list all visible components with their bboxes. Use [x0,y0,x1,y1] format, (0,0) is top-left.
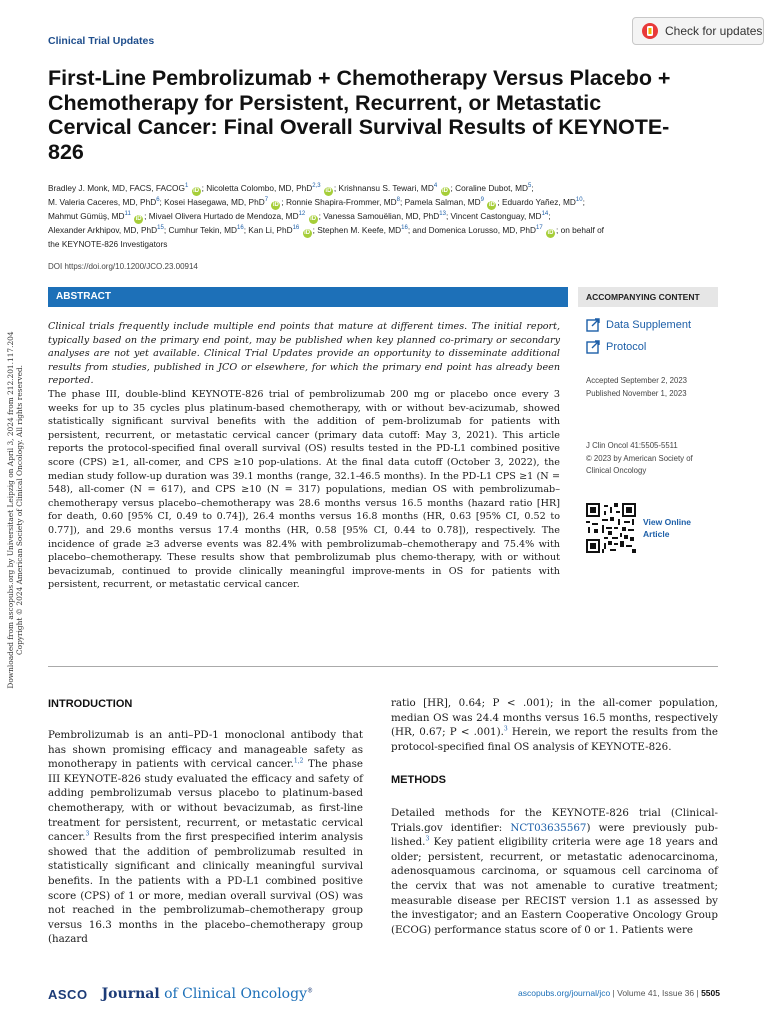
check-for-updates-label: Check for updates [665,24,763,38]
section-tag: Clinical Trial Updates [48,35,155,47]
author-list: Bradley J. Monk, MD, FACS, FACOG$^1$ iD ; Nicoletta Colombo, MD, PhD$^{2,3}$ iD ; Krishnansu S. Tewari, $MD^4$ iD ; Coraline Dubot, $MD^5$; M. Valeria Caceres, MD, PhD$^6$; Kosei Hasegawa, MD, PhD$^7$ iD ; Ronnie Shapira-Frommer, $MD^8$; Pamela Salman, $MD^9$ iD ; Eduardo Yañez, MD$^{10}$; Mahmut Gümüş, MD$^{11}$ iD ; Mivael Olivera Hurtado de Mendoza, MD$^{12}$ iD ; Vanessa Samouëlian, MD, PhD$^{13}$; Vincent Castonguay, MD$^{14}$; Alexander Arkhipov, MD, PhD$^{15}$; Cumhur Tekin, MD$^{16}$; Kan Li, PhD$^{16}$ iD ; Stephen M. Keefe, MD$^{16}$; and Domenica Lorusso, MD, PhD$^{17}$ iD ; on behalf of the KEYNOTE-826 Investigators [48,183,604,249]
external-link-icon [586,318,600,332]
accompanying-links [586,318,716,362]
citation-info [586,440,716,478]
side-note-line2: Copyright © 2024 American Society of Clinical Oncology. All rights reserved. [15,364,24,656]
side-note-line1: Downloaded from ascopubs.org by Universitaet Leipzig on April 3, 2024 from 212.201.117.204 [6,331,15,689]
check-for-updates-button[interactable] [632,17,764,45]
orcid-icon[interactable]: iD [310,216,317,222]
asco-logo: ASCO [48,986,88,1002]
right-column-text: ratio [HR], 0.64; P < .001); in the all-comer population, median OS was 24.4 months versus 16.5 months, respectively (HR, 0.67; P < .001).$^3$ Herein, we report the results from the protocol-specified final OS analysis of KEYNOTE-826. [391,697,718,753]
check-updates-icon [641,22,659,40]
accompanying-content-heading: ACCOMPANYING CONTENT [578,287,718,307]
footer-citation: ascopubs.org/journal/jco | Volume 41, Issue 36 | 5505 [518,988,720,998]
doi-link[interactable]: DOI https://doi.org/10.1200/JCO.23.00914 [48,262,198,271]
methods-heading: METHODS [391,774,446,786]
data-supplement-link[interactable]: Data Supplement [586,318,716,332]
abstract-intro: Clinical trials frequently include multiple end points that mature at different times. The initial report, typically based on the primary end point, may be published when key planned co-primary or secondary analyses are not yet available. Clinical Trial Updates provide an opportunity to disseminate additional results from studies, published in JCO or elsewhere, for which the primary end point has already been reported. [48,321,560,387]
orcid-icon[interactable]: iD [135,216,142,222]
side-download-note [2,300,28,720]
footer-branding [48,986,313,1002]
abstract-heading: ABSTRACT [48,287,568,307]
introduction-heading: INTRODUCTION [48,698,133,710]
view-online-article-link[interactable]: View Online Article [643,517,692,539]
orcid-icon[interactable]: iD [547,230,554,236]
methods-text: Detailed methods for the KEYNOTE-826 trial (Clinical-Trials.gov identifier: NCT03635567) were previously pub-lished.$^3$ Key patient eligibility criteria were age 18 years and older; persistent, recurrent, or metastatic adenocarcinoma, adenosquamous carcinoma, or squamous cell carcinoma of the cervix that was not amenable to curative treatment; measurable disease per RECIST version 1.1 as assessed by the investigator; and an Eastern Cooperative Oncology Group (ECOG) performance status score of 0 or 1. Patients were [391,807,719,936]
citation: J Clin Oncol 41:5505-5511 [586,441,678,450]
orcid-icon[interactable]: iD [304,230,311,236]
article-title: First-Line Pembrolizumab + Chemotherapy Versus Placebo + Chemotherapy for Persistent, Recurrent, or Metastatic Cervical Cancer: Final Overall Survival Results of KEYNOTE-826 [48,66,671,164]
accepted-date: Accepted September 2, 2023 [586,376,687,385]
introduction-text: Pembrolizumab is an anti–PD-1 monoclonal antibody that has shown promising efficacy and manageable safety as monotherapy in patients with cervical cancer.$^{1,2}$ The phase III KEYNOTE-826 study evaluated the efficacy and safety of adding pembrolizumab versus placebo to platinum-based chemotherapy, with or without bevacizumab, as first-line treatment for persistent, recurrent, or metastatic cervical cancer.$^3$ Results from the first prespecified interim analysis showed that the addition of pembrolizumab resulted in statistically significant and clinically meaningful survival benefits. In the patients with a PD-L1 combined positive score (CPS) of 1 or more, median overall survival (OS) was not reached in the pembrolizumab–chemotherapy group versus 16.3 months in the placebo–chemotherapy group (hazard [48,729,363,946]
orcid-icon[interactable]: iD [488,202,495,208]
qr-code-icon[interactable] [586,503,636,553]
orcid-icon[interactable]: iD [442,188,448,194]
orcid-icon[interactable]: iD [325,188,332,194]
journal-url-link[interactable]: ascopubs.org/journal/jco [518,988,611,998]
publication-dates [586,375,716,400]
journal-logo: Journal of Clinical Oncology® [101,986,313,1002]
page-number: 5505 [701,988,720,998]
abstract-text: The phase III, double-blind KEYNOTE-826 trial of pembrolizumab 200 mg or placebo once every 3 weeks for up to 35 cycles plus platinum-based chemotherapy, with or without bev-acizumab, showed statistically significant survival benefits with the addition of pem-brolizumab for patients with persistent, recurrent, or metastatic cervical cancer (primary data cutoff: May 3, 2021). This article reports the protocol-specified final overall survival (OS) results tested in the PD-L1 combined positive score (CPS) ≥1, all-comer, and CPS ≥10 pop-ulations. At the final data cutoff (October 3, 2022), the median study follow-up duration was 39.1 months (range, 32.1-46.5 months). In the PD-L1 CPS ≥1 (N = 548), all-comer (N = 617), and CPS ≥10 (N = 317) populations, median OS with pembrolizumab–chemotherapy versus placebo–chemotherapy was 28.6 months versus 16.5 months (hazard ratio [HR] for death, 0.60 [95% CI, 0.49 to 0.74]), 26.4 months versus 16.8 months (HR, 0.63 [95% CI, 0.52 to 0.77]), and 29.6 months versus 17.4 months (HR, 0.58 [95% CI, 0.44 to 0.78]), respectively. The incidence of grade ≥3 adverse events was 82.4% with pembrolizumab–chemotherapy and 75.4% with placebo–chemotherapy. These results show that pembrolizumab plus chemo-therapy, with or without bevacizumab, continued to provide clinically meaningful improve-ments in OS for patients with persistent, recurrent, or metastatic cervical cancer. [48,388,560,591]
external-link-icon [586,340,600,354]
section-divider [48,666,718,667]
orcid-icon[interactable]: iD [193,188,200,194]
copyright: © 2023 by American Society of Clinical Oncology [586,453,693,475]
protocol-link[interactable]: Protocol [586,340,716,354]
abstract-body [48,320,560,592]
orcid-icon[interactable]: iD [272,202,279,208]
nct-identifier-link[interactable]: NCT03635567 [510,821,587,834]
published-date: Published November 1, 2023 [586,388,687,398]
